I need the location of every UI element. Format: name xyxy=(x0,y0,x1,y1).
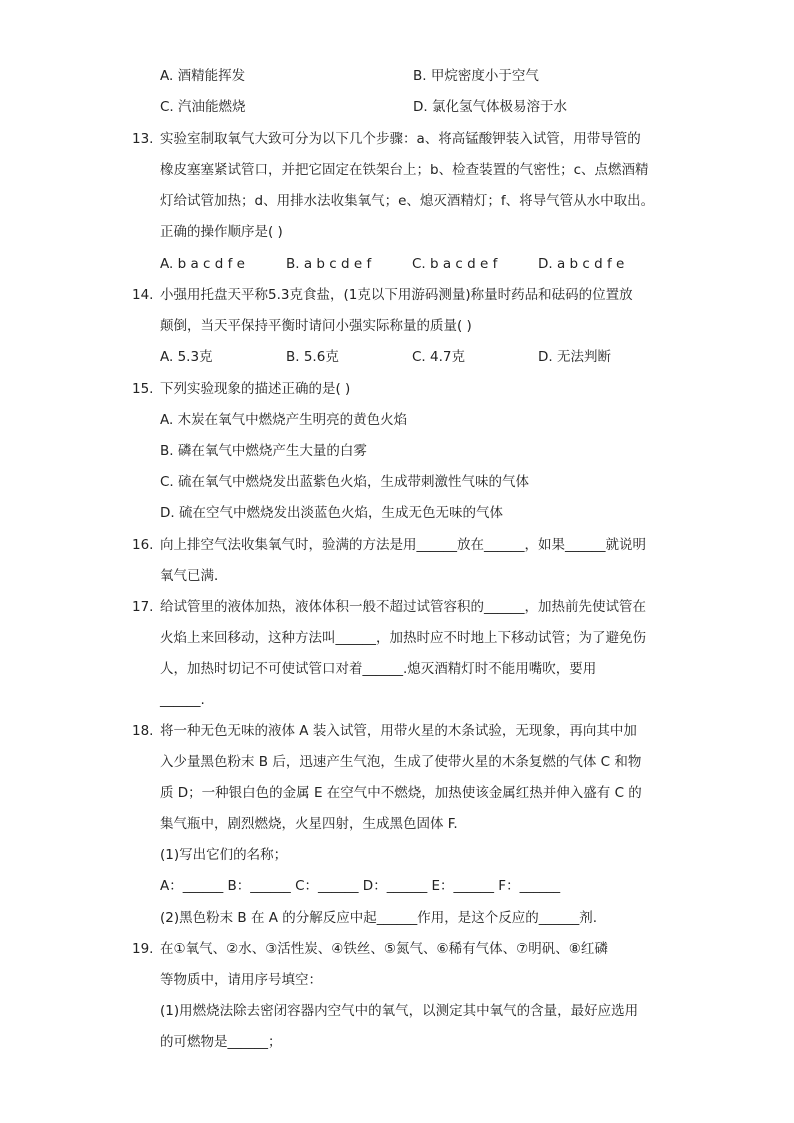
q18-text-line: 入少量黑色粉末 B 后，迅速产生气泡，生成了使带火星的木条复燃的气体 C 和物 xyxy=(160,754,642,770)
q13-text-line: 灯给试管加热；d、用排水法收集氧气；e、熄灭酒精灯；f、将导气管从水中取出。 xyxy=(160,193,655,209)
q17-text-line: 给试管里的液体加热，液体体积一般不超过试管容积的______，加热前先使试管在 xyxy=(160,599,646,615)
q13-text-line: 实验室制取氧气大致可分为以下几个步骤：a、将高锰酸钾装入试管，用带导管的 xyxy=(160,131,641,147)
q19-number: 19. xyxy=(132,941,154,957)
q19-text-line: 等物质中，请用序号填空： xyxy=(160,972,322,988)
q14-text-line: 小强用托盘天平称5.3克食盐，(1克以下用游码测量)称量时药品和砝码的位置放 xyxy=(160,287,633,303)
q13-text-line: 橡皮塞塞紧试管口，并把它固定在铁架台上；b、检查装置的气密性；c、点燃酒精 xyxy=(160,162,649,178)
q12-option-c: C. 汽油能燃烧 xyxy=(160,99,246,115)
q12-option-d: D. 氯化氢气体极易溶于水 xyxy=(413,99,567,115)
q17-text-line: 人，加热时切记不可使试管口对着______.熄灭酒精灯时不能用嘴吹，要用 xyxy=(160,661,597,677)
q18-number: 18. xyxy=(132,723,154,739)
q14-option-b: B. 5.6克 xyxy=(286,349,339,365)
q17-text-line: 火焰上来回移动，这种方法叫______，加热时应不时地上下移动试管；为了避免伤 xyxy=(160,630,646,646)
q15-option-b: B. 磷在氧气中燃烧产生大量的白雾 xyxy=(160,443,367,459)
q16-text-line: 氧气已满． xyxy=(160,568,228,584)
q15-option-c: C. 硫在氧气中燃烧发出蓝紫色火焰，生成带刺激性气味的气体 xyxy=(160,474,530,490)
q18-text-line: 将一种无色无味的液体 A 装入试管，用带火星的木条试验，无现象，再向其中加 xyxy=(160,723,637,739)
q14-option-c: C. 4.7克 xyxy=(412,349,465,365)
q18-text-line: 集气瓶中，剧烈燃烧，火星四射，生成黑色固体 F. xyxy=(160,816,458,832)
q12-option-b: B. 甲烷密度小于空气 xyxy=(413,68,539,84)
q13-number: 13. xyxy=(132,131,154,147)
q14-number: 14. xyxy=(132,287,154,303)
q12-option-a: A. 酒精能挥发 xyxy=(160,68,246,84)
q15-number: 15. xyxy=(132,381,154,397)
q15-option-a: A. 木炭在氧气中燃烧产生明亮的黄色火焰 xyxy=(160,412,408,428)
q13-option-c: C. b a c d e f xyxy=(412,256,498,272)
q18-text-line: 质 D；一种银白色的金属 E 在空气中不燃烧，加热使该金属红热并伸入盛有 C 的 xyxy=(160,785,642,801)
q19-text-line: 在①氧气、②水、③活性炭、④铁丝、⑤氮气、⑥稀有气体、⑦明矾、⑧红磷 xyxy=(160,941,608,957)
q17-number: 17. xyxy=(132,599,154,615)
q16-text-line: 向上排空气法收集氧气时，验满的方法是用______放在______，如果______就说明 xyxy=(160,537,646,553)
q18-answer-blanks: A：______ B：______ C：______ D：______ E：______ F：______ xyxy=(160,878,561,894)
q19-text-line: 的可燃物是______； xyxy=(160,1034,282,1050)
q16-number: 16. xyxy=(132,537,154,553)
q13-option-d: D. a b c d f e xyxy=(538,256,625,272)
q13-option-b: B. a b c d e f xyxy=(286,256,372,272)
q18-text-line: (1)写出它们的名称； xyxy=(160,847,288,863)
q14-option-d: D. 无法判断 xyxy=(538,349,611,365)
q14-option-a: A. 5.3克 xyxy=(160,349,213,365)
q19-text-line: (1)用燃烧法除去密闭容器内空气中的氧气，以测定其中氧气的含量，最好应选用 xyxy=(160,1003,639,1019)
q13-text-line: 正确的操作顺序是( ) xyxy=(160,224,283,240)
q15-text-line: 下列实验现象的描述正确的是( ) xyxy=(160,381,351,397)
q14-text-line: 颠倒，当天平保持平衡时请问小强实际称量的质量( ) xyxy=(160,318,472,334)
q15-option-d: D. 硫在空气中燃烧发出淡蓝色火焰，生成无色无味的气体 xyxy=(160,505,503,521)
q18-text-line: (2)黑色粉末 B 在 A 的分解反应中起______作用，是这个反应的______剂. xyxy=(160,910,598,926)
q17-text-line: ______. xyxy=(160,692,205,708)
q13-option-a: A. b a c d f e xyxy=(160,256,245,272)
